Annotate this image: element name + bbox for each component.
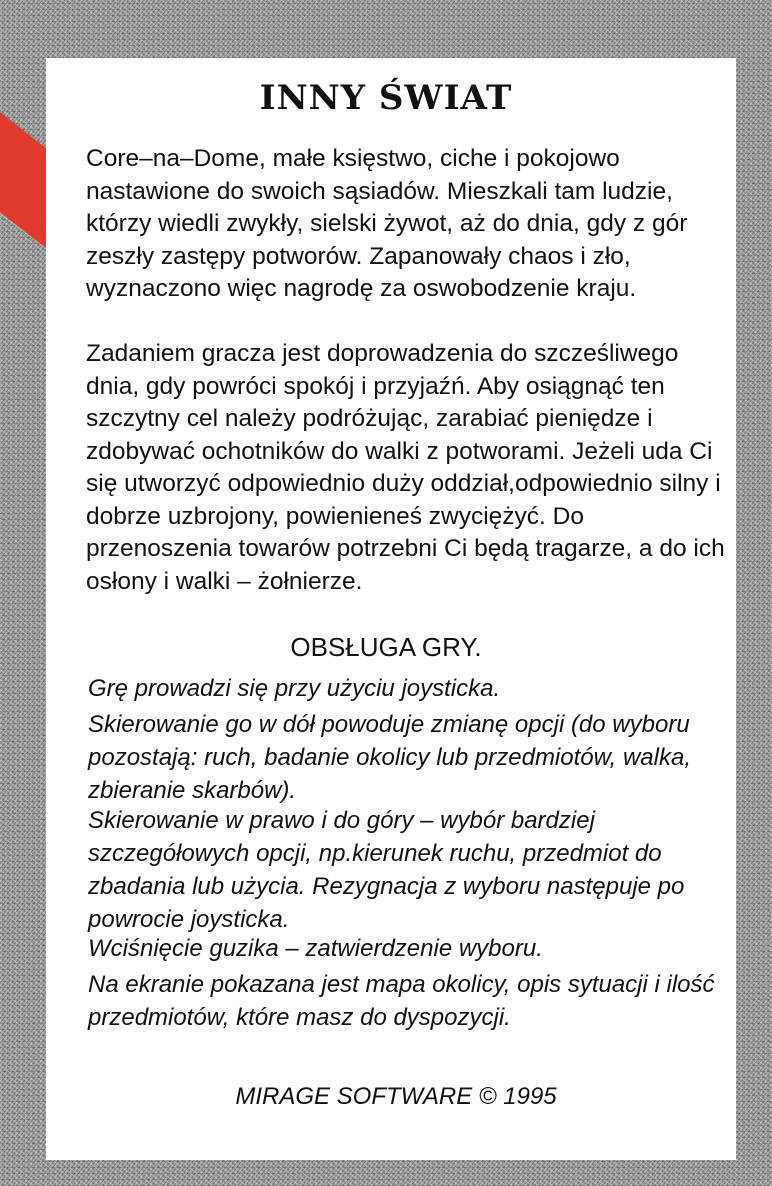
intro-paragraph-2: Zadaniem gracza jest doprowadzenia do szcześliwego dnia, gdy powróci spokój i przyjaźń. Aby osiągnąć ten szczytny cel należy podróżując, zarabiać pieniędze i zdobywać ochotników do walki z potworami. Jeżeli uda Ci się utworzyć odpowiednio duży oddział,odpowiednio silny i dobrze uzbrojony, powienieneś zwyciężyć. Do przenoszenia towarów potrzebni Ci będą tragarze, a do ich osłony i walki – żołnierze. bbox=[86, 340, 725, 595]
page-title: INNY ŚWIAT bbox=[259, 78, 513, 118]
instruction-3: Skierowanie w prawo i do góry – wybór bardziej szczegółowych opcji, np.kierunek ruchu, przedmiot do zbadania lub użycia. Rezygnacja z wyboru następuje po powrocie joysticka. bbox=[88, 807, 685, 933]
instruction-4: Wciśnięcie guzika – zatwierdzenie wyboru. bbox=[88, 935, 543, 962]
instruction-1: Grę prowadzi się przy użyciu joysticka. bbox=[88, 675, 501, 702]
publisher-credit: MIRAGE SOFTWARE © 1995 bbox=[235, 1083, 557, 1110]
section-heading: OBSŁUGA GRY. bbox=[290, 632, 482, 662]
intro-paragraph-1: Core–na–Dome, małe księstwo, ciche i pokojowo nastawione do swoich sąsiadów. Mieszkali tam ludzie, którzy wiedli zwykły, sielski żywot, aż do dnia, gdy z gór zeszły zastępy potworów. Zapanowały chaos i zło, wyznaczono więc nagrodę za oswobodzenie kraju. bbox=[86, 145, 688, 302]
instruction-2: Skierowanie go w dół powoduje zmianę opcji (do wyboru pozostają: ruch, badanie okolicy lub przedmiotów, walka, zbieranie skarbów). bbox=[88, 711, 691, 804]
instruction-5: Na ekranie pokazana jest mapa okolicy, opis sytuacji i ilość przedmiotów, które masz do dyspozycji. bbox=[88, 971, 715, 1031]
